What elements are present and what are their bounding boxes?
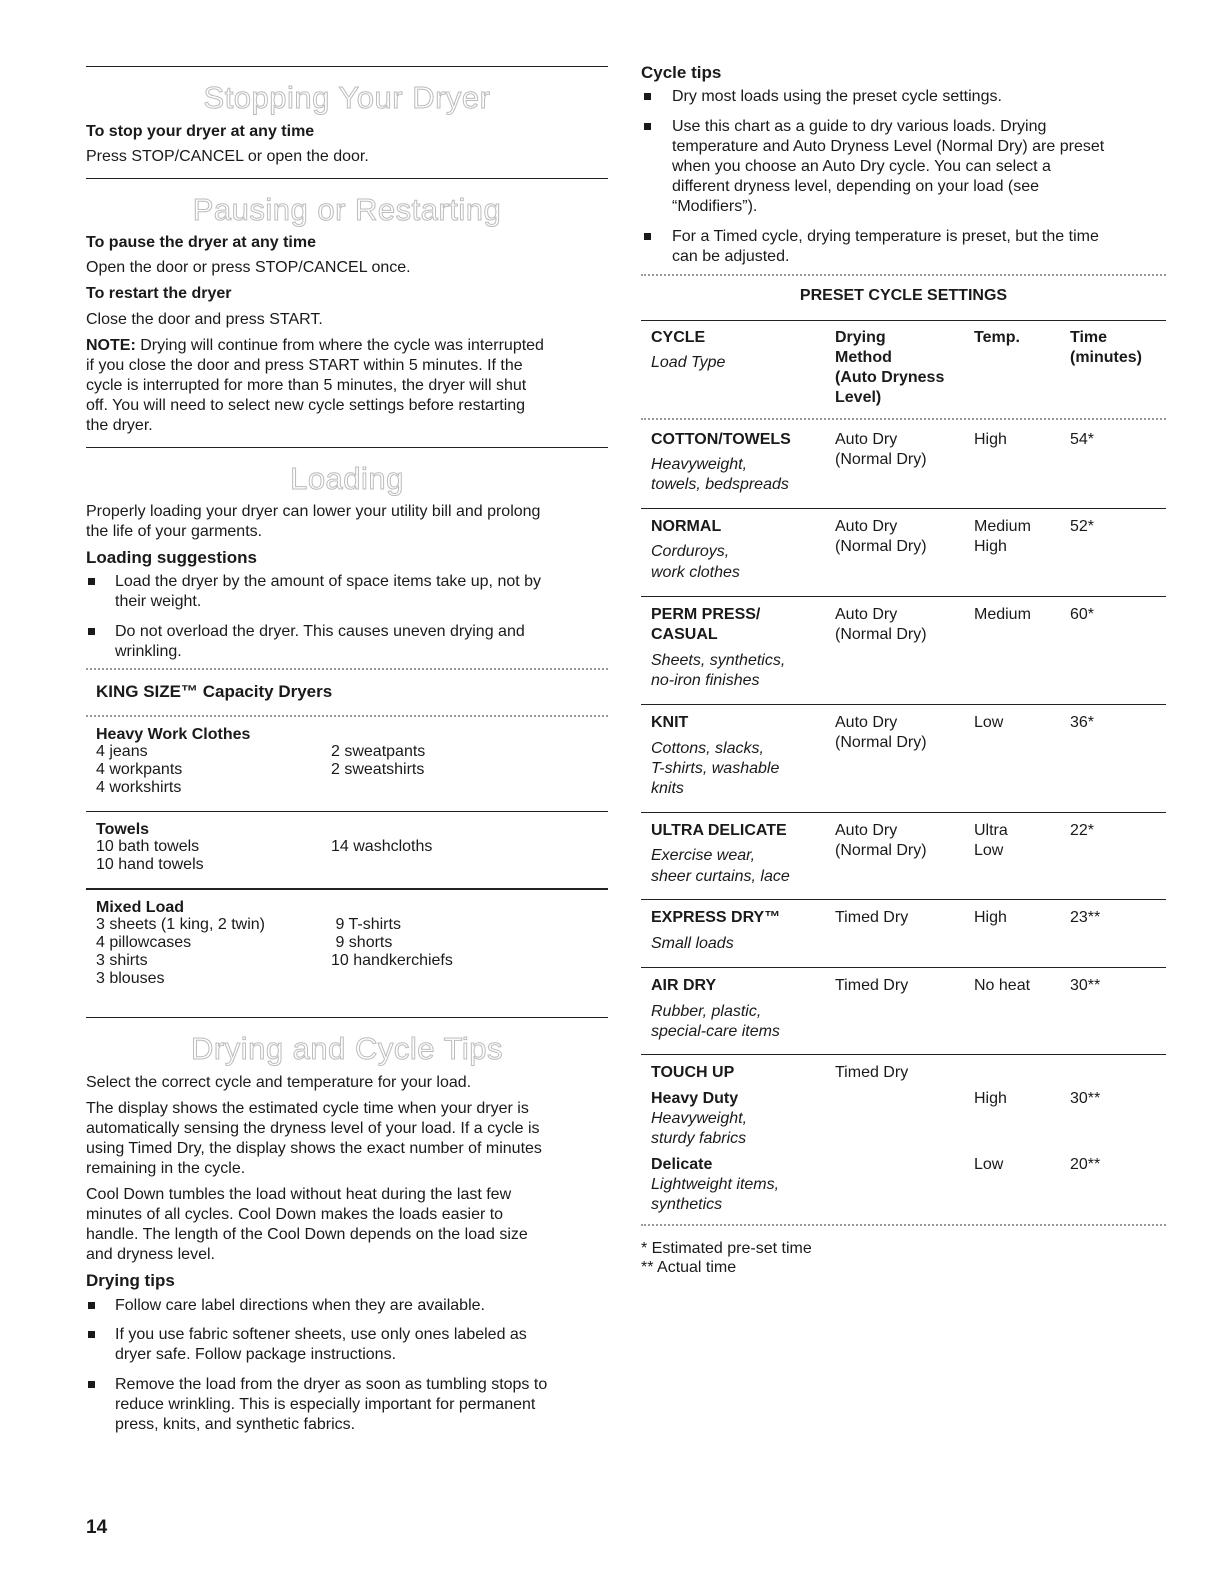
- load-item: 3 shirts: [96, 952, 148, 969]
- group-rule: [86, 888, 608, 890]
- cycle-load-type: Heavyweight,: [651, 456, 748, 473]
- load-item: 9 shorts: [331, 934, 393, 951]
- section-rule: [86, 1017, 608, 1018]
- header-method: Method: [835, 349, 892, 366]
- drying-tips-heading: Drying tips: [86, 1271, 175, 1290]
- cycle-temp: Low: [974, 842, 1004, 859]
- cycle-time: 20**: [1070, 1156, 1101, 1173]
- cycle-load-type: Exercise wear,: [651, 847, 756, 864]
- cycle-load-type: knits: [651, 780, 684, 797]
- cycle-time: 22*: [1070, 822, 1095, 839]
- row-rule: [641, 812, 1166, 813]
- loading-heading: Loading: [290, 461, 404, 496]
- cycle-method: Timed Dry: [835, 1064, 909, 1081]
- cycle-temp: High: [974, 909, 1007, 926]
- cycle-time: 54*: [1070, 431, 1095, 448]
- bullet-icon: [644, 233, 651, 240]
- group-rule: [86, 811, 608, 812]
- table-rule: [641, 320, 1166, 321]
- cycle-temp: Medium: [974, 606, 1031, 623]
- cycle-name: KNIT: [651, 714, 689, 731]
- row-rule: [641, 967, 1166, 968]
- drying-p3-line: minutes of all cycles. Cool Down makes the loads easier to: [86, 1206, 504, 1223]
- drying-tip-line: Follow care label directions when they are available.: [115, 1297, 485, 1314]
- stop-text: Press STOP/CANCEL or open the door.: [86, 148, 369, 165]
- cycle-method: (Normal Dry): [835, 842, 927, 859]
- row-rule: [641, 596, 1166, 597]
- cycle-temp: High: [974, 538, 1007, 555]
- cycle-tip-line: “Modifiers”).: [672, 198, 758, 215]
- cycle-tip-line: temperature and Auto Dryness Level (Normal Dry) are preset: [672, 138, 1105, 155]
- drying-tip-line: Remove the load from the dryer as soon as tumbling stops to: [115, 1376, 548, 1393]
- stop-subheading: To stop your dryer at any time: [86, 123, 315, 140]
- note-line: NOTE: Drying will continue from where the cycle was interrupted: [86, 337, 544, 354]
- cycle-temp: Medium: [974, 518, 1031, 535]
- cycle-load-type: sturdy fabrics: [651, 1130, 747, 1147]
- restart-subheading: To restart the dryer: [86, 285, 232, 302]
- load-item: 14 washcloths: [331, 838, 433, 855]
- cycle-load-type: synthetics: [651, 1196, 723, 1213]
- cycle-method: Auto Dry: [835, 518, 898, 535]
- load-item: 10 bath towels: [96, 838, 200, 855]
- cycle-time: 30**: [1070, 977, 1101, 994]
- load-item: 2 sweatpants: [331, 743, 426, 760]
- bullet-icon: [88, 1302, 95, 1309]
- cycle-time: 60*: [1070, 606, 1095, 623]
- cycle-tip-line: For a Timed cycle, drying temperature is preset, but the time: [672, 228, 1099, 245]
- cycle-tip-line: Dry most loads using the preset cycle settings.: [672, 88, 1002, 105]
- bullet-icon: [644, 123, 651, 130]
- bullet-icon: [88, 578, 95, 585]
- cycle-temp: No heat: [974, 977, 1031, 994]
- cycle-temp: High: [974, 1090, 1007, 1107]
- note-line: cycle is interrupted for more than 5 minutes, the dryer will shut: [86, 377, 527, 394]
- pausing-heading: Pausing or Restarting: [192, 192, 502, 227]
- page-number: 14: [86, 1517, 108, 1538]
- cycle-load-type: no-iron finishes: [651, 672, 760, 689]
- cycle-time: 52*: [1070, 518, 1095, 535]
- cycle-load-type: Heavyweight,: [651, 1110, 748, 1127]
- cycle-name: PERM PRESS/: [651, 606, 761, 623]
- cycle-name: NORMAL: [651, 518, 722, 535]
- load-item: 10 hand towels: [96, 856, 204, 873]
- cycle-tip-line: can be adjusted.: [672, 248, 790, 265]
- cycle-method: (Normal Dry): [835, 626, 927, 643]
- drying-p3-line: and dryness level.: [86, 1246, 215, 1263]
- pause-subheading: To pause the dryer at any time: [86, 234, 316, 251]
- drying-tip-line: If you use fabric softener sheets, use only ones labeled as: [115, 1326, 527, 1343]
- drying-tip-line: reduce wrinkling. This is especially important for permanent: [115, 1396, 536, 1413]
- loading-bullet-line: Load the dryer by the amount of space items take up, not by: [115, 573, 542, 590]
- cycle-name: COTTON/TOWELS: [651, 431, 791, 448]
- touch-up-sub-name: Heavy Duty: [651, 1090, 739, 1107]
- cycle-method: Auto Dry: [835, 606, 898, 623]
- header-time: (minutes): [1070, 349, 1142, 366]
- cycle-load-type: Lightweight items,: [651, 1176, 780, 1193]
- cycle-temp: High: [974, 431, 1007, 448]
- cycle-temp: Low: [974, 714, 1004, 731]
- king-size-title: KING SIZE™ Capacity Dryers: [96, 682, 333, 701]
- header-method: (Auto Dryness: [835, 369, 945, 386]
- drying-p2-line: remaining in the cycle.: [86, 1160, 246, 1177]
- row-rule: [641, 899, 1166, 900]
- cycle-temp: Low: [974, 1156, 1004, 1173]
- drying-p2-line: automatically sensing the dryness level of your load. If a cycle is: [86, 1120, 540, 1137]
- restart-text: Close the door and press START.: [86, 311, 323, 328]
- drying-tip-line: press, knits, and synthetic fabrics.: [115, 1416, 356, 1433]
- cycle-temp: Ultra: [974, 822, 1008, 839]
- table-dotted-rule: [86, 668, 608, 670]
- load-item: 2 sweatshirts: [331, 761, 425, 778]
- bullet-icon: [644, 93, 651, 100]
- cycle-name: ULTRA DELICATE: [651, 822, 787, 839]
- cycle-time: 36*: [1070, 714, 1095, 731]
- cycle-method: (Normal Dry): [835, 451, 927, 468]
- load-item: 4 workshirts: [96, 779, 182, 796]
- cycle-name: AIR DRY: [651, 977, 717, 994]
- load-group-title: Mixed Load: [96, 899, 185, 916]
- section-rule: [86, 178, 608, 179]
- drying-p3-line: Cool Down tumbles the load without heat during the last few: [86, 1186, 512, 1203]
- bullet-icon: [88, 1331, 95, 1338]
- loading-bullet-line: their weight.: [115, 593, 202, 610]
- table-title: PRESET CYCLE SETTINGS: [799, 287, 1008, 304]
- touch-up-sub-name: Delicate: [651, 1156, 713, 1173]
- cycle-tips-heading: Cycle tips: [641, 63, 722, 82]
- cycle-load-type: Sheets, synthetics,: [651, 652, 786, 669]
- stopping-heading: Stopping Your Dryer: [203, 80, 491, 115]
- note-label: NOTE:: [86, 337, 136, 354]
- cycle-load-type: Cottons, slacks,: [651, 740, 764, 757]
- loading-bullet-line: Do not overload the dryer. This causes uneven drying and: [115, 623, 525, 640]
- footnote: ** Actual time: [641, 1259, 737, 1276]
- cycle-load-type: special-care items: [651, 1023, 780, 1040]
- cycle-load-type: work clothes: [651, 564, 740, 581]
- row-rule: [641, 508, 1166, 509]
- table-dotted-rule: [86, 715, 608, 717]
- section-rule: [86, 66, 608, 67]
- drying-p2-line: The display shows the estimated cycle time when your dryer is: [86, 1100, 529, 1117]
- row-rule: [641, 1054, 1166, 1055]
- cycle-load-type: T-shirts, washable: [651, 760, 780, 777]
- cycle-name: TOUCH UP: [651, 1064, 735, 1081]
- drying-tip-line: dryer safe. Follow package instructions.: [115, 1346, 397, 1363]
- bullet-icon: [88, 628, 95, 635]
- loading-suggestions-heading: Loading suggestions: [86, 548, 257, 567]
- load-item: 4 pillowcases: [96, 934, 192, 951]
- loading-intro-line: the life of your garments.: [86, 523, 263, 540]
- load-item: 4 jeans: [96, 743, 148, 760]
- cycle-time: 30**: [1070, 1090, 1101, 1107]
- cycle-load-type: Small loads: [651, 935, 734, 952]
- note-line: off. You will need to select new cycle settings before restarting: [86, 397, 526, 414]
- drying-p2-line: using Timed Dry, the display shows the exact number of minutes: [86, 1140, 542, 1157]
- cycle-load-type: Corduroys,: [651, 543, 730, 560]
- table-dotted-rule: [641, 418, 1166, 420]
- cycle-tip-line: different dryness level, depending on your load (see: [672, 178, 1040, 195]
- note-line: the dryer.: [86, 417, 153, 434]
- table-dotted-rule: [641, 274, 1166, 276]
- header-time: Time: [1070, 329, 1108, 346]
- cycle-load-type: Rubber, plastic,: [651, 1003, 762, 1020]
- cycle-method: Auto Dry: [835, 431, 898, 448]
- header-method: Level): [835, 389, 882, 406]
- cycle-name: EXPRESS DRY™: [651, 909, 781, 926]
- section-rule: [86, 447, 608, 448]
- drying-heading: Drying and Cycle Tips: [190, 1031, 503, 1066]
- cycle-tip-line: when you choose an Auto Dry cycle. You can select a: [672, 158, 1051, 175]
- load-group-title: Towels: [96, 821, 150, 838]
- cycle-time: 23**: [1070, 909, 1101, 926]
- drying-p1: Select the correct cycle and temperature for your load.: [86, 1074, 472, 1091]
- cycle-load-type: sheer curtains, lace: [651, 868, 790, 885]
- drying-p3-line: handle. The length of the Cool Down depends on the load size: [86, 1226, 528, 1243]
- cycle-method: (Normal Dry): [835, 538, 927, 555]
- cycle-name: CASUAL: [651, 626, 718, 643]
- loading-intro-line: Properly loading your dryer can lower your utility bill and prolong: [86, 503, 541, 520]
- header-method: Drying: [835, 329, 886, 346]
- header-cycle: CYCLE: [651, 329, 706, 346]
- table-dotted-rule: [641, 1224, 1166, 1226]
- bullet-icon: [88, 1381, 95, 1388]
- row-rule: [641, 704, 1166, 705]
- header-load-type: Load Type: [651, 354, 726, 371]
- cycle-method: Timed Dry: [835, 909, 909, 926]
- load-item: 4 workpants: [96, 761, 183, 778]
- cycle-method: (Normal Dry): [835, 734, 927, 751]
- footnote: * Estimated pre-set time: [641, 1240, 812, 1257]
- cycle-tip-line: Use this chart as a guide to dry various loads. Drying: [672, 118, 1047, 135]
- load-item: 3 sheets (1 king, 2 twin): [96, 916, 265, 933]
- pause-text: Open the door or press STOP/CANCEL once.: [86, 259, 411, 276]
- load-group-title: Heavy Work Clothes: [96, 726, 251, 743]
- cycle-method: Auto Dry: [835, 714, 898, 731]
- note-line: if you close the door and press START within 5 minutes. If the: [86, 357, 523, 374]
- cycle-load-type: towels, bedspreads: [651, 476, 789, 493]
- loading-bullet-line: wrinkling.: [115, 643, 182, 660]
- load-item: 9 T-shirts: [331, 916, 401, 933]
- cycle-method: Timed Dry: [835, 977, 909, 994]
- load-item: 10 handkerchiefs: [331, 952, 453, 969]
- cycle-method: Auto Dry: [835, 822, 898, 839]
- header-temp: Temp.: [974, 329, 1020, 346]
- load-item: 3 blouses: [96, 970, 165, 987]
